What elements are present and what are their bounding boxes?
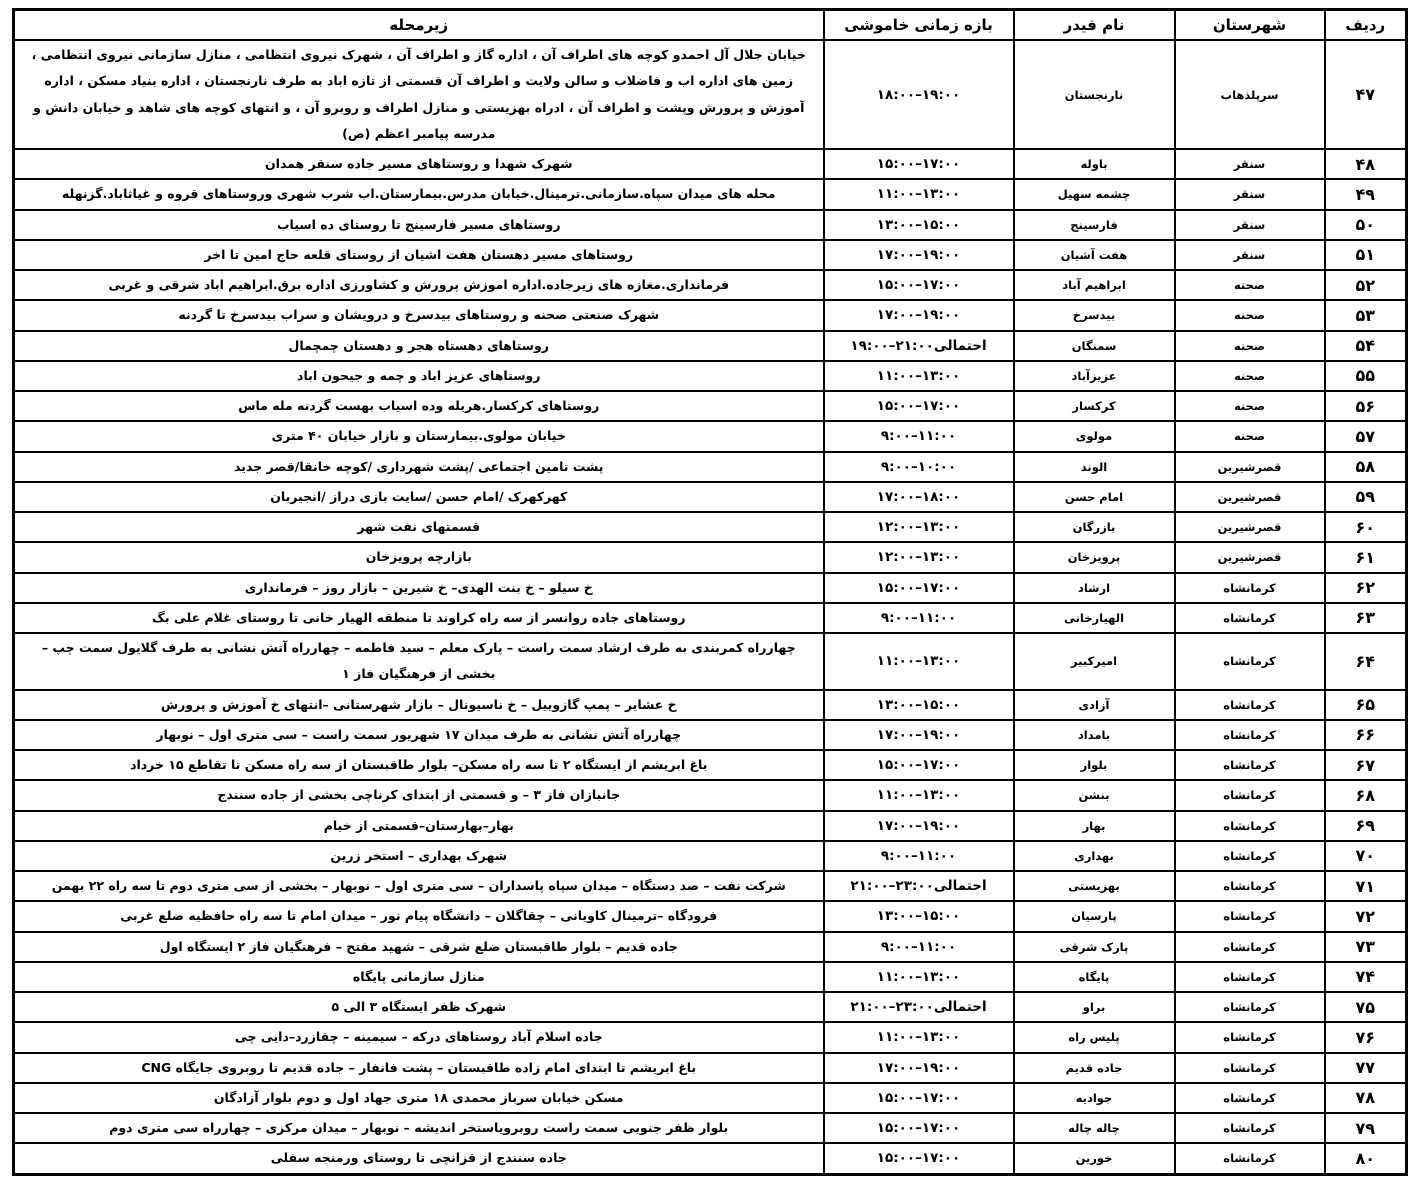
- feeder-cell: جوادیه: [1014, 1083, 1175, 1113]
- col-header-feeder: نام فیدر: [1014, 10, 1175, 41]
- table-row: [14, 512, 1407, 542]
- subneighborhood-cell: روستاهای مسیر دهستان هفت اشیان از روستای قلعه حاج امین تا اخر: [14, 240, 824, 270]
- table-row: [14, 780, 1407, 810]
- county-cell: صحنه: [1175, 391, 1325, 421]
- table-header-row: [14, 10, 1407, 41]
- table-row: [14, 270, 1407, 300]
- subneighborhood-cell: خ عشایر – پمپ گازوییل – خ ناسیونال – بازار شهرستانی –انتهای خ آموزش و پرورش: [14, 690, 824, 720]
- row-index-cell: ۶۷: [1325, 750, 1407, 780]
- table-row: [14, 841, 1407, 871]
- subneighborhood-cell: کهرکهرک /امام حسن /سایت بازی دراز /انجیربان: [14, 482, 824, 512]
- subneighborhood-cell: پشت تامین اجتماعی /پشت شهرداری /کوچه خانقا/قصر جدید: [14, 452, 824, 482]
- outage-time-cell: [824, 391, 1014, 421]
- outage-time-value: ۱۵:۰۰–۱۷:۰۰: [876, 579, 961, 596]
- subneighborhood-cell: روستاهای دهستاه هجر و دهستان چمچمال: [14, 331, 824, 361]
- outage-time-cell: [824, 720, 1014, 750]
- outage-time-cell: [824, 452, 1014, 482]
- feeder-cell: سمنگان: [1014, 331, 1175, 361]
- feeder-cell: خورین: [1014, 1143, 1175, 1174]
- outage-time-value: ۲۱:۰۰–۲۳:۰۰احتمالی: [850, 878, 987, 895]
- outage-time-cell: [824, 482, 1014, 512]
- table-row: [14, 1022, 1407, 1052]
- outage-time-value: ۱۷:۰۰–۱۹:۰۰: [876, 817, 961, 834]
- col-header-county: شهرستان: [1175, 10, 1325, 41]
- row-index-cell: ۵۵: [1325, 361, 1407, 391]
- outage-time-value: ۱۵:۰۰–۱۷:۰۰: [876, 757, 961, 774]
- outage-time-cell: [824, 361, 1014, 391]
- outage-time-cell: [824, 542, 1014, 572]
- outage-time-value: ۱۱:۰۰–۱۳:۰۰: [876, 968, 961, 985]
- county-cell: صحنه: [1175, 421, 1325, 451]
- subneighborhood-cell: جاده قدیم – بلوار طاقبستان ضلع شرقی – شهید مفتح – فرهنگیان فاز ۲ ایستگاه اول: [14, 932, 824, 962]
- outage-time-cell: [824, 512, 1014, 542]
- feeder-cell: ارشاد: [1014, 573, 1175, 603]
- row-index-cell: ۴۸: [1325, 149, 1407, 179]
- row-index-cell: ۷۷: [1325, 1053, 1407, 1083]
- row-index-cell: ۷۳: [1325, 932, 1407, 962]
- row-index-cell: ۶۳: [1325, 603, 1407, 633]
- feeder-cell: امیرکبیر: [1014, 633, 1175, 690]
- county-cell: کرمانشاه: [1175, 603, 1325, 633]
- row-index-cell: ۶۶: [1325, 720, 1407, 750]
- row-index-cell: ۶۲: [1325, 573, 1407, 603]
- outage-time-cell: [824, 932, 1014, 962]
- table-row: [14, 690, 1407, 720]
- county-cell: کرمانشاه: [1175, 1143, 1325, 1174]
- county-cell: کرمانشاه: [1175, 1083, 1325, 1113]
- feeder-cell: کرکسار: [1014, 391, 1175, 421]
- table-body: [14, 40, 1407, 1174]
- outage-time-cell: [824, 210, 1014, 240]
- subneighborhood-cell: قسمتهای نفت شهر: [14, 512, 824, 542]
- subneighborhood-cell: منازل سازمانی پایگاه: [14, 962, 824, 992]
- county-cell: سنقر: [1175, 149, 1325, 179]
- outage-time-cell: [824, 1113, 1014, 1143]
- county-cell: صحنه: [1175, 270, 1325, 300]
- row-index-cell: ۵۷: [1325, 421, 1407, 451]
- outage-time-cell: [824, 780, 1014, 810]
- county-cell: کرمانشاه: [1175, 811, 1325, 841]
- table-row: [14, 452, 1407, 482]
- row-index-cell: ۶۵: [1325, 690, 1407, 720]
- row-index-cell: ۷۲: [1325, 901, 1407, 931]
- county-cell: سرپلذهاب: [1175, 40, 1325, 149]
- outage-time-cell: [824, 331, 1014, 361]
- feeder-cell: پرویزخان: [1014, 542, 1175, 572]
- county-cell: کرمانشاه: [1175, 690, 1325, 720]
- subneighborhood-cell: روستاهای کرکسار.هریله وده اسیاب بهست گردنه مله ماس: [14, 391, 824, 421]
- county-cell: صحنه: [1175, 300, 1325, 330]
- outage-time-value: ۹:۰۰–۱۱:۰۰: [880, 938, 957, 955]
- outage-time-value: ۱۳:۰۰–۱۵:۰۰: [876, 696, 961, 713]
- subneighborhood-cell: مسکن خیابان سرباز محمدی ۱۸ متری جهاد اول و دوم بلوار آزادگان: [14, 1083, 824, 1113]
- outage-time-cell: [824, 573, 1014, 603]
- outage-time-value: ۱۳:۰۰–۱۵:۰۰: [876, 216, 961, 233]
- row-index-cell: ۵۶: [1325, 391, 1407, 421]
- outage-time-value: ۱۲:۰۰–۱۳:۰۰: [876, 519, 961, 536]
- subneighborhood-cell: چهارراه آتش نشانی به طرف میدان ۱۷ شهریور سمت راست – سی متری اول – نوبهار: [14, 720, 824, 750]
- row-index-cell: ۶۹: [1325, 811, 1407, 841]
- table-row: [14, 179, 1407, 209]
- outage-time-value: ۱۱:۰۰–۱۳:۰۰: [876, 186, 961, 203]
- row-index-cell: ۵۸: [1325, 452, 1407, 482]
- feeder-cell: بلوار: [1014, 750, 1175, 780]
- subneighborhood-cell: خیابان جلال آل احمدو کوچه های اطراف آن ، اداره گاز و اطراف آن ، شهرک نیروی انتظامی ، منازل سازمانی نیروی انتظامی ، زمین های اداره اب و فاضلاب و سالن ولایت و اطراف آن قسمتی از تازه اباد به طرف نارنجستان ، اداره بنیاد مسکن ، اداره آموزش و پرورش وپشت و اطراف آن ، ادراه بهزیستی و منازل اطراف و روبرو آن ، و انتهای کوچه های شاهد و خیابان دانش و مدرسه پیامبر اعظم (ص): [14, 40, 824, 149]
- subneighborhood-cell: باغ ابریشم از ایستگاه ۲ تا سه راه مسکن– بلوار طاقبستان از سه راه مسکن تا تقاطع ۱۵ خرداد: [14, 750, 824, 780]
- table-row: [14, 932, 1407, 962]
- outage-time-cell: [824, 179, 1014, 209]
- outage-time-value: ۱۵:۰۰–۱۷:۰۰: [876, 1089, 961, 1106]
- row-index-cell: ۵۳: [1325, 300, 1407, 330]
- county-cell: قصرشیرین: [1175, 542, 1325, 572]
- feeder-cell: عزیزآباد: [1014, 361, 1175, 391]
- subneighborhood-cell: بلوار ظفر جنوبی سمت راست روبرویاستخر اندیشه – نوبهار – میدان مرکزی – چهارراه سی متری دوم: [14, 1113, 824, 1143]
- table-row: [14, 1083, 1407, 1113]
- county-cell: قصرشیرین: [1175, 482, 1325, 512]
- outage-time-cell: [824, 841, 1014, 871]
- table-row: [14, 720, 1407, 750]
- table-row: [14, 331, 1407, 361]
- subneighborhood-cell: شهرک شهدا و روستاهای مسیر جاده سنقر همدان: [14, 149, 824, 179]
- subneighborhood-cell: فرودگاه –ترمینال کاویانی – چقاگلان – دانشگاه پیام نور – میدان امام تا سه راه حافظیه ضلع غربی: [14, 901, 824, 931]
- outage-time-cell: [824, 603, 1014, 633]
- subneighborhood-cell: روستاهای مسیر فارسینج تا روستای ده اسیاب: [14, 210, 824, 240]
- feeder-cell: فارسینج: [1014, 210, 1175, 240]
- row-index-cell: ۵۲: [1325, 270, 1407, 300]
- outage-time-value: ۲۱:۰۰–۲۳:۰۰احتمالی: [850, 999, 987, 1016]
- table-row: [14, 1143, 1407, 1174]
- feeder-cell: ابراهیم آباد: [1014, 270, 1175, 300]
- table-row: [14, 542, 1407, 572]
- row-index-cell: ۴۷: [1325, 40, 1407, 149]
- outage-time-value: ۹:۰۰–۱۰:۰۰: [880, 458, 957, 475]
- outage-time-cell: [824, 40, 1014, 149]
- subneighborhood-cell: چهارراه کمربندی به طرف ارشاد سمت راست – پارک معلم – سید فاطمه – چهارراه آتش نشانی به طرف گلایول سمت چپ – بخشی از فرهنگیان فاز ۱: [14, 633, 824, 690]
- col-header-row-index: ردیف: [1325, 10, 1407, 41]
- outage-time-cell: [824, 962, 1014, 992]
- outage-time-value: ۱۷:۰۰–۱۹:۰۰: [876, 307, 961, 324]
- county-cell: سنقر: [1175, 240, 1325, 270]
- table-row: [14, 573, 1407, 603]
- row-index-cell: ۴۹: [1325, 179, 1407, 209]
- row-index-cell: ۷۸: [1325, 1083, 1407, 1113]
- table-row: [14, 750, 1407, 780]
- feeder-cell: بهداری: [1014, 841, 1175, 871]
- subneighborhood-cell: بازارچه پرویزخان: [14, 542, 824, 572]
- table-row: [14, 962, 1407, 992]
- subneighborhood-cell: محله های میدان سپاه.سازمانی.ترمینال.خیابان مدرس.بیمارستان.اب شرب شهری وروستاهای قروه و غیاثاباد.گزنهله: [14, 179, 824, 209]
- outage-time-value: ۱۱:۰۰–۱۳:۰۰: [876, 1029, 961, 1046]
- outage-time-cell: [824, 270, 1014, 300]
- table-row: [14, 482, 1407, 512]
- subneighborhood-cell: جانبازان فاز ۳ – و قسمتی از ابتدای کرناچی بخشی از جاده سنندج: [14, 780, 824, 810]
- feeder-cell: براو: [1014, 992, 1175, 1022]
- outage-time-cell: [824, 871, 1014, 901]
- subneighborhood-cell: فرمانداری.مغازه های زیرجاده.اداره اموزش پرورش و کشاورزی اداره برق.ابراهیم اباد شرقی و غربی: [14, 270, 824, 300]
- county-cell: کرمانشاه: [1175, 720, 1325, 750]
- feeder-cell: پلیس راه: [1014, 1022, 1175, 1052]
- county-cell: کرمانشاه: [1175, 841, 1325, 871]
- county-cell: قصرشیرین: [1175, 512, 1325, 542]
- outage-time-value: ۱۵:۰۰–۱۷:۰۰: [876, 398, 961, 415]
- county-cell: کرمانشاه: [1175, 1113, 1325, 1143]
- table-row: [14, 633, 1407, 690]
- outage-time-value: ۱۷:۰۰–۱۹:۰۰: [876, 246, 961, 263]
- outage-time-value: ۱۷:۰۰–۱۹:۰۰: [876, 726, 961, 743]
- county-cell: کرمانشاه: [1175, 901, 1325, 931]
- subneighborhood-cell: جاده اسلام آباد روستاهای درکه – سیمینه – چقازرد–دایی چی: [14, 1022, 824, 1052]
- feeder-cell: هفت آشیان: [1014, 240, 1175, 270]
- outage-time-value: ۱۵:۰۰–۱۷:۰۰: [876, 1120, 961, 1137]
- feeder-cell: بیدسرخ: [1014, 300, 1175, 330]
- outage-time-cell: [824, 992, 1014, 1022]
- outage-time-cell: [824, 811, 1014, 841]
- outage-time-value: ۱۲:۰۰–۱۳:۰۰: [876, 549, 961, 566]
- row-index-cell: ۵۹: [1325, 482, 1407, 512]
- county-cell: کرمانشاه: [1175, 780, 1325, 810]
- table-row: [14, 210, 1407, 240]
- row-index-cell: ۵۱: [1325, 240, 1407, 270]
- outage-time-cell: [824, 1143, 1014, 1174]
- subneighborhood-cell: شرکت نفت – صد دستگاه – میدان سپاه پاسداران – سی متری اول – نوبهار – بخشی از سی متری دوم تا سه راه ۲۲ بهمن: [14, 871, 824, 901]
- outage-time-cell: [824, 633, 1014, 690]
- feeder-cell: پارک شرقی: [1014, 932, 1175, 962]
- county-cell: کرمانشاه: [1175, 1053, 1325, 1083]
- row-index-cell: ۷۰: [1325, 841, 1407, 871]
- outage-time-value: ۱۷:۰۰–۱۸:۰۰: [876, 488, 961, 505]
- county-cell: کرمانشاه: [1175, 1022, 1325, 1052]
- subneighborhood-cell: شهرک ظفر ایستگاه ۳ الی ۵: [14, 992, 824, 1022]
- subneighborhood-cell: خیابان مولوی.بیمارستان و بازار خیابان ۴۰ متری: [14, 421, 824, 451]
- table-row: [14, 300, 1407, 330]
- feeder-cell: بامداد: [1014, 720, 1175, 750]
- feeder-cell: الوند: [1014, 452, 1175, 482]
- outage-time-cell: [824, 901, 1014, 931]
- feeder-cell: چاله چاله: [1014, 1113, 1175, 1143]
- subneighborhood-cell: خ سیلو – خ بنت الهدی– خ شیرین – بازار روز – فرمانداری: [14, 573, 824, 603]
- feeder-cell: مولوی: [1014, 421, 1175, 451]
- subneighborhood-cell: شهرک بهداری – استخر زرین: [14, 841, 824, 871]
- feeder-cell: پارسیان: [1014, 901, 1175, 931]
- outage-time-value: ۱۱:۰۰–۱۳:۰۰: [876, 653, 961, 670]
- subneighborhood-cell: باغ ابریشم تا ابتدای امام زاده طاقبستان – پشت فانفار – جاده قدیم تا روبروی جایگاه CNG: [14, 1053, 824, 1083]
- row-index-cell: ۸۰: [1325, 1143, 1407, 1174]
- outage-time-value: ۱۵:۰۰–۱۷:۰۰: [876, 277, 961, 294]
- county-cell: کرمانشاه: [1175, 633, 1325, 690]
- outage-time-value: ۹:۰۰–۱۱:۰۰: [880, 609, 957, 626]
- feeder-cell: باوله: [1014, 149, 1175, 179]
- table-row: [14, 391, 1407, 421]
- outage-time-value: ۱۵:۰۰–۱۷:۰۰: [876, 156, 961, 173]
- feeder-cell: امام حسن: [1014, 482, 1175, 512]
- col-header-subneighborhood: زیرمحله: [14, 10, 824, 41]
- feeder-cell: نارنجستان: [1014, 40, 1175, 149]
- outage-time-cell: [824, 750, 1014, 780]
- county-cell: کرمانشاه: [1175, 871, 1325, 901]
- row-index-cell: ۷۵: [1325, 992, 1407, 1022]
- county-cell: سنقر: [1175, 210, 1325, 240]
- county-cell: کرمانشاه: [1175, 962, 1325, 992]
- feeder-cell: بازرگان: [1014, 512, 1175, 542]
- subneighborhood-cell: روستاهای جاده روانسر از سه راه کراوند تا منطقه الهیار خانی تا روستای غلام علی بگ: [14, 603, 824, 633]
- outage-time-cell: [824, 240, 1014, 270]
- feeder-cell: بهار: [1014, 811, 1175, 841]
- row-index-cell: ۵۴: [1325, 331, 1407, 361]
- table-row: [14, 901, 1407, 931]
- outage-time-value: ۱۱:۰۰–۱۳:۰۰: [876, 787, 961, 804]
- county-cell: کرمانشاه: [1175, 573, 1325, 603]
- col-header-outage-time: بازه زمانی خاموشی: [824, 10, 1014, 41]
- county-cell: صحنه: [1175, 331, 1325, 361]
- table-row: [14, 421, 1407, 451]
- outage-time-value: ۹:۰۰–۱۱:۰۰: [880, 428, 957, 445]
- row-index-cell: ۷۹: [1325, 1113, 1407, 1143]
- outage-time-value: ۱۸:۰۰–۱۹:۰۰: [876, 86, 961, 103]
- subneighborhood-cell: روستاهای عزیز اباد و چمه و جیحون اباد: [14, 361, 824, 391]
- outage-time-value: ۱۱:۰۰–۱۳:۰۰: [876, 367, 961, 384]
- row-index-cell: ۷۴: [1325, 962, 1407, 992]
- feeder-cell: آزادی: [1014, 690, 1175, 720]
- table-row: [14, 240, 1407, 270]
- outage-time-value: ۱۵:۰۰–۱۷:۰۰: [876, 1150, 961, 1167]
- feeder-cell: بهزیستی: [1014, 871, 1175, 901]
- feeder-cell: پایگاه: [1014, 962, 1175, 992]
- outage-time-cell: [824, 300, 1014, 330]
- feeder-cell: چشمه سهیل: [1014, 179, 1175, 209]
- outage-time-cell: [824, 1083, 1014, 1113]
- outage-time-cell: [824, 1053, 1014, 1083]
- table-row: [14, 361, 1407, 391]
- outage-time-cell: [824, 149, 1014, 179]
- table-row: [14, 1053, 1407, 1083]
- table-row: [14, 40, 1407, 149]
- outage-time-value: ۱۷:۰۰–۱۹:۰۰: [876, 1059, 961, 1076]
- table-row: [14, 149, 1407, 179]
- table-row: [14, 871, 1407, 901]
- subneighborhood-cell: شهرک صنعتی صحنه و روستاهای بیدسرخ و درویشان و سراب بیدسرخ تا گردنه: [14, 300, 824, 330]
- county-cell: کرمانشاه: [1175, 932, 1325, 962]
- county-cell: کرمانشاه: [1175, 992, 1325, 1022]
- feeder-cell: بنشن: [1014, 780, 1175, 810]
- row-index-cell: ۷۶: [1325, 1022, 1407, 1052]
- feeder-cell: الهیارخانی: [1014, 603, 1175, 633]
- outage-time-cell: [824, 1022, 1014, 1052]
- outage-time-cell: [824, 690, 1014, 720]
- outage-time-value: ۱۹:۰۰–۲۱:۰۰احتمالی: [850, 337, 987, 354]
- feeder-cell: جاده قدیم: [1014, 1053, 1175, 1083]
- outage-time-value: ۹:۰۰–۱۱:۰۰: [880, 847, 957, 864]
- county-cell: صحنه: [1175, 361, 1325, 391]
- row-index-cell: ۶۱: [1325, 542, 1407, 572]
- row-index-cell: ۵۰: [1325, 210, 1407, 240]
- row-index-cell: ۶۰: [1325, 512, 1407, 542]
- table-row: [14, 603, 1407, 633]
- county-cell: سنقر: [1175, 179, 1325, 209]
- outage-time-value: ۱۳:۰۰–۱۵:۰۰: [876, 908, 961, 925]
- table-row: [14, 1113, 1407, 1143]
- row-index-cell: ۶۸: [1325, 780, 1407, 810]
- county-cell: قصرشیرین: [1175, 452, 1325, 482]
- county-cell: کرمانشاه: [1175, 750, 1325, 780]
- row-index-cell: ۷۱: [1325, 871, 1407, 901]
- row-index-cell: ۶۴: [1325, 633, 1407, 690]
- table-row: [14, 992, 1407, 1022]
- subneighborhood-cell: جاده سنندج از قزانچی تا روستای ورمنجه سفلی: [14, 1143, 824, 1174]
- outage-table: [12, 8, 1408, 1176]
- table-row: [14, 811, 1407, 841]
- subneighborhood-cell: بهار–بهارستان–قسمتی از خیام: [14, 811, 824, 841]
- outage-time-cell: [824, 421, 1014, 451]
